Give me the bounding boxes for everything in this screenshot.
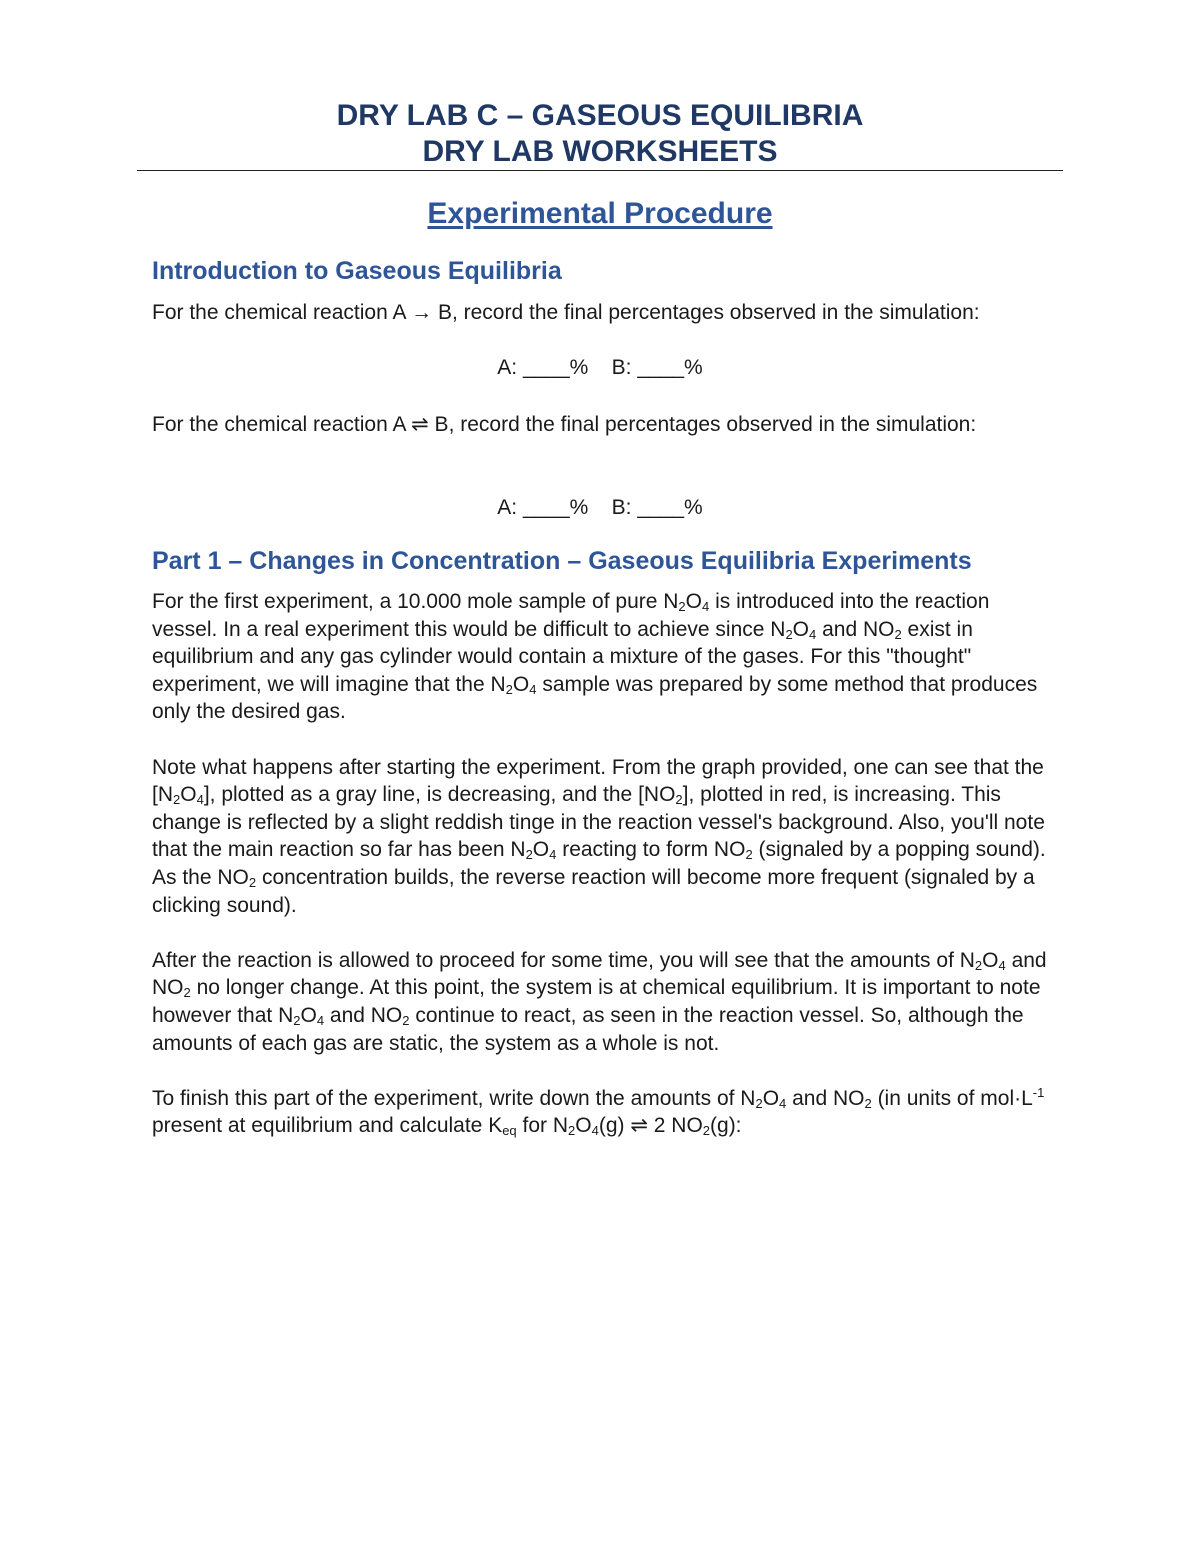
intro-question-2: For the chemical reaction A ⇌ B, record the final percentages observed in the simulation: xyxy=(152,413,977,436)
header-line-2: DRY LAB WORKSHEETS xyxy=(422,135,778,168)
part1-paragraph-2: Note what happens after starting the experiment. From the graph provided, one can see that the $[N_2O_4]$, plotted as a gray line, is decreasing, and the $[NO_2]$, plotted in red, is increasing. This change is reflected by a slight reddish tinge in the reaction vessel's background. Also, you'll note that the main reaction so far has been $N_2O_4$ reacting to form $NO_2$ (signaled by a popping sound). As the $NO_2$ concentration builds, the reverse reaction will become more frequent (signaled by a clicking sound). xyxy=(152,755,1046,917)
part1-heading: Part 1 – Changes in Concentration – Gaseous Equilibria Experiments xyxy=(152,547,972,575)
header-divider xyxy=(137,170,1063,171)
intro-heading: Introduction to Gaseous Equilibria xyxy=(152,257,562,285)
section-title: Experimental Procedure xyxy=(427,197,773,230)
intro-blank-2: A: ____% B: ____% xyxy=(497,496,703,519)
document-header xyxy=(137,98,1063,170)
part1-paragraph-4: To finish this part of the experiment, write down the amounts of $N_2O_4$ and $NO_2$ (in units of $mol\cdot L^{-1}$ present at equilibrium and calculate $K_{eq}$ for $N_2O_4(g)$ ⇌ 2 $NO_2(g)$: xyxy=(152,1084,1045,1139)
part1-paragraph-3: After the reaction is allowed to proceed for some time, you will see that the amounts of $N_2O_4$ and $NO_2$ no longer change. At this point, the system is at chemical equilibrium. It is important to note however that $N_2O_4$ and $NO_2$ continue to react, as seen in the reaction vessel. So, although the amounts of each gas are static, the system as a whole is not. xyxy=(152,948,1047,1055)
header-line-1: DRY LAB C – GASEOUS EQUILIBRIA xyxy=(336,99,864,132)
intro-blank-1: A: ____% B: ____% xyxy=(497,356,703,379)
intro-question-1: For the chemical reaction A → B, record the final percentages observed in the simulation: xyxy=(152,301,980,324)
part1-paragraph-1: For the first experiment, a 10.000 mole sample of pure $N_2O_4$ is introduced into the reaction vessel. In a real experiment this would be difficult to achieve since $N_2O_4$ and $NO_2$ exist in equilibrium and any gas cylinder would contain a mixture of the gases. For this "thought" experiment, we will imagine that the $N_2O_4$ sample was prepared by some method that produces only the desired gas. xyxy=(152,590,1038,724)
part1-body xyxy=(152,588,1052,1140)
